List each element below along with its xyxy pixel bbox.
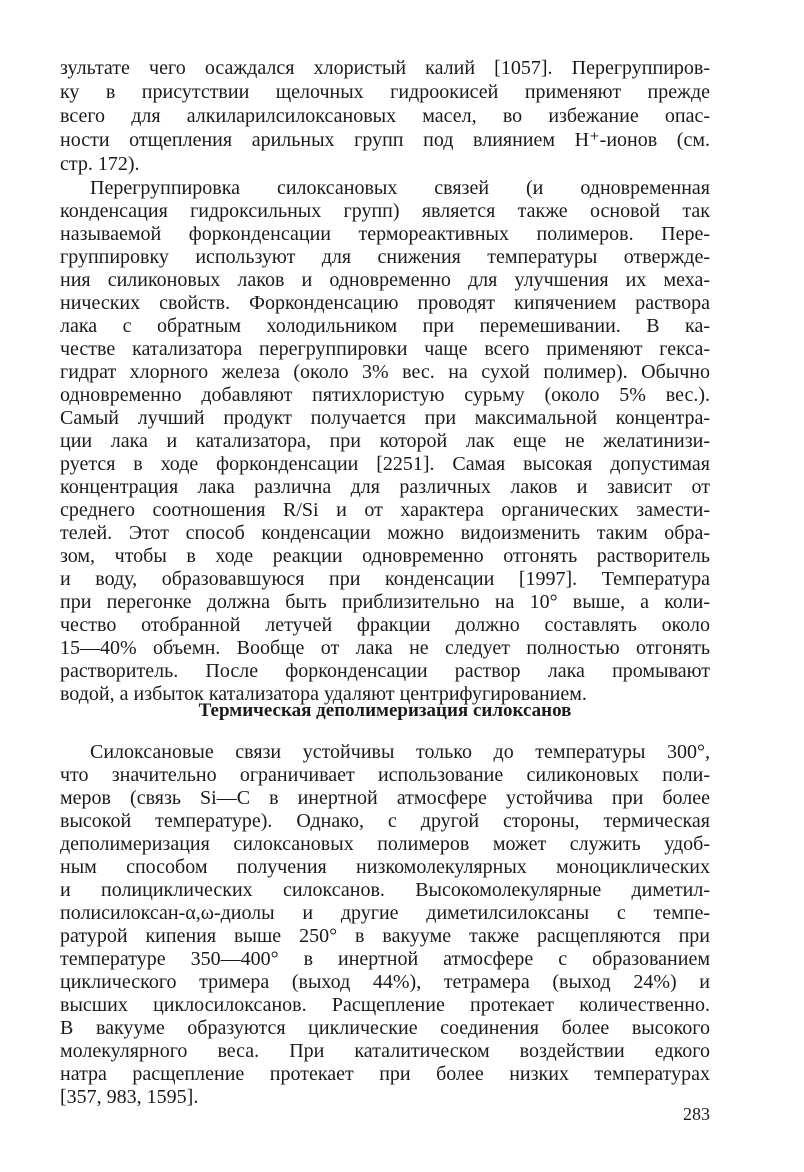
text-line: ку в присутствии щелочных гидроокисей применяют прежде (60, 81, 710, 103)
text-line: группировку используют для снижения температуры отвержде- (60, 246, 710, 268)
text-line: полисилоксан-α,ω-диолы и другие диметилсилоксаны с темпе- (60, 902, 710, 924)
text-line: молекулярного веса. При каталитическом воздействии едкого (60, 1040, 710, 1062)
text-line: ния силиконовых лаков и одновременно для улучшения их меха- (60, 269, 710, 291)
text-line: честве катализатора перегруппировки чаще всего применяют гекса- (60, 338, 710, 360)
text-line: [357, 983, 1595]. (60, 1086, 199, 1108)
text-line: концентрация лака различна для различных лаков и зависит от (60, 476, 710, 498)
text-line: стр. 172). (60, 153, 140, 175)
text-line: меров (связь Si—C в инертной атмосфере устойчива при более (60, 787, 710, 809)
text-line: растворитель. После форконденсации раствор лака промывают (60, 660, 710, 682)
text-line: зом, чтобы в ходе реакции одновременно отгонять растворитель (60, 545, 710, 567)
text-line: температуре 350—400° в инертной атмосфере с образованием (60, 948, 710, 970)
text-line: нических свойств. Форконденсацию проводят кипячением раствора (60, 292, 710, 314)
text-line: телей. Этот способ конденсации можно видоизменить таким обра- (60, 522, 710, 544)
text-line: Самый лучший продукт получается при максимальной концентра- (60, 407, 710, 429)
text-line: 15—40% объемн. Вообще от лака не следует полностью отгонять (60, 637, 710, 659)
text-line: называемой форконденсации термореактивных полимеров. Пере- (60, 223, 710, 245)
text-line: В вакууме образуются циклические соединения более высокого (60, 1017, 710, 1039)
text-line: и полициклических силоксанов. Высокомолекулярные диметил- (60, 879, 710, 901)
text-line: среднего соотношения R/Si и от характера органических замести- (60, 499, 710, 521)
text-line: Силоксановые связи устойчивы только до температуры 300°, (90, 741, 710, 763)
text-line: циклического тримера (выход 44%), тетрамера (выход 24%) и (60, 971, 710, 993)
section-heading: Термическая деполимеризация силоксанов (198, 700, 572, 721)
text-line: при перегонке должна быть приблизительно на 10° выше, а коли- (60, 591, 710, 613)
text-line: деполимеризация силоксановых полимеров может служить удоб- (60, 833, 710, 855)
text-line: зультате чего осаждался хлористый калий [1057]. Перегруппиров- (60, 57, 710, 79)
text-line: ратурой кипения выше 250° в вакууме также расщепляются при (60, 925, 710, 947)
text-line: чество отобранной летучей фракции должно составлять около (60, 614, 710, 636)
text-line: высокой температуре). Однако, с другой стороны, термическая (60, 810, 710, 832)
text-line: одновременно добавляют пятихлористую сурьму (около 5% вес.). (60, 384, 710, 406)
text-line: Перегруппировка силоксановых связей (и одновременная (90, 177, 710, 199)
text-line: лака с обратным холодильником при перемешивании. В ка- (60, 315, 710, 337)
text-line: и воду, образовавшуюся при конденсации [1997]. Температура (60, 568, 710, 590)
text-line: высших циклосилоксанов. Расщепление протекает количественно. (60, 994, 710, 1016)
text-line: что значительно ограничивает использование силиконовых поли- (60, 764, 710, 786)
text-line: ным способом получения низкомолекулярных моноциклических (60, 856, 710, 878)
text-line: руется в ходе форконденсации [2251]. Самая высокая допустимая (60, 453, 710, 475)
text-line: водой, а избыток катализатора удаляют центрифугированием. (60, 683, 587, 705)
text-line: конденсация гидроксильных групп) является также основой так (60, 200, 710, 222)
text-line: всего для алкиларилсилоксановых масел, во избежание опас- (60, 105, 710, 127)
page-number: 283 (683, 1104, 710, 1124)
text-line: гидрат хлорного железа (около 3% вес. на сухой полимер). Обычно (60, 361, 710, 383)
text-line: ции лака и катализатора, при которой лак еще не желатинизи- (60, 430, 710, 452)
text-line: натра расщепление протекает при более низких температурах (60, 1063, 710, 1085)
text-line: ности отщепления арильных групп под влиянием H⁺-ионов (см. (60, 129, 710, 151)
